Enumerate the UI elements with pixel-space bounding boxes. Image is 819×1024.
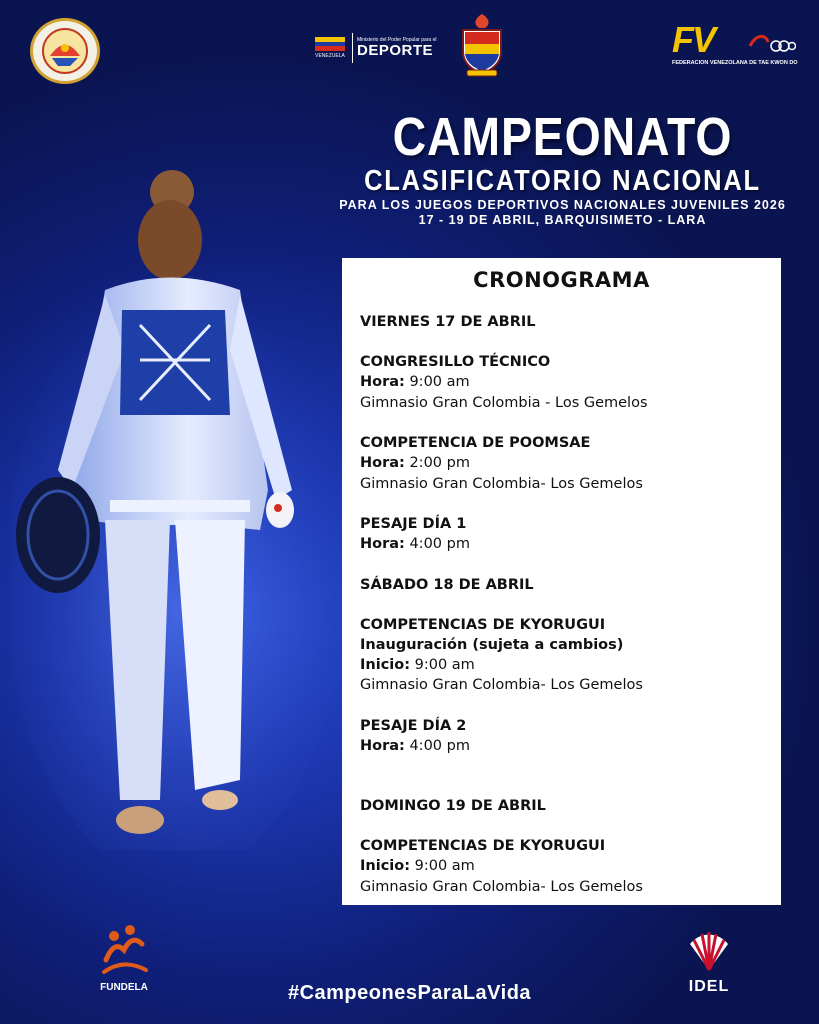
title-line-2: CLASIFICATORIO NACIONAL bbox=[364, 165, 761, 197]
ministry-small-text: Ministerio del Poder Popular para el bbox=[357, 37, 437, 43]
event-subtitle: Inauguración (sujeta a cambios) bbox=[360, 636, 624, 653]
event-dates-location: 17 - 19 DE ABRIL, BARQUISIMETO - LARA bbox=[418, 213, 707, 227]
event-venue: Gimnasio Gran Colombia- Los Gemelos bbox=[360, 878, 643, 895]
taekwondo-emblem-icon bbox=[40, 26, 90, 76]
ministry-name: DEPORTE bbox=[357, 42, 434, 59]
schedule-card bbox=[342, 258, 781, 905]
event-time: Hora: 4:00 pm bbox=[360, 536, 470, 552]
event-title: PESAJE DÍA 2 bbox=[360, 717, 467, 734]
idel-fan-icon bbox=[684, 930, 734, 974]
event-venue: Gimnasio Gran Colombia- Los Gemelos bbox=[360, 677, 643, 693]
schedule-title: CRONOGRAMA bbox=[473, 268, 650, 292]
flag-caption: VENEZUELA bbox=[315, 53, 345, 59]
idel-logo bbox=[684, 930, 734, 996]
venezuela-flag-icon bbox=[315, 37, 345, 51]
event-title: PESAJE DÍA 1 bbox=[360, 516, 467, 532]
athlete-illustration bbox=[10, 160, 340, 850]
event-title: COMPETENCIAS DE KYORUGUI bbox=[360, 616, 606, 633]
idel-name: IDEL bbox=[688, 978, 730, 995]
fundela-name: FUNDELA bbox=[100, 982, 148, 993]
federation-caption: FEDERACION VENEZOLANA DE TAE KWON DO bbox=[672, 60, 798, 66]
title-line-1: CAMPEONATO bbox=[392, 107, 733, 167]
fundela-figures-icon bbox=[96, 920, 152, 978]
event-title: COMPETENCIA DE POOMSAE bbox=[360, 435, 591, 451]
federation-mark: FV bbox=[672, 19, 715, 60]
title-line-3: PARA LOS JUEGOS DEPORTIVOS NACIONALES JUVENILES 2026 bbox=[339, 198, 786, 212]
event-title: CONGRESILLO TÉCNICO bbox=[360, 354, 551, 370]
olympic-rings-icon bbox=[746, 34, 796, 54]
day-heading: SÁBADO 18 DE ABRIL bbox=[360, 576, 534, 593]
event-venue: Gimnasio Gran Colombia- Los Gemelos bbox=[360, 475, 643, 492]
day-heading: DOMINGO 19 DE ABRIL bbox=[360, 798, 546, 814]
event-time: Inicio: 9:00 am bbox=[360, 858, 475, 874]
event-time: Hora: 4:00 pm bbox=[360, 737, 470, 754]
federation-logo bbox=[672, 19, 798, 70]
coat-of-arms-icon bbox=[455, 12, 509, 80]
campaign-hashtag: #CampeonesParaLaVida bbox=[287, 982, 532, 1004]
state-shield-logo bbox=[455, 12, 509, 80]
ministry-logo bbox=[312, 30, 442, 66]
association-logo bbox=[30, 18, 100, 84]
event-time: Inicio: 9:00 am bbox=[360, 656, 475, 673]
event-venue: Gimnasio Gran Colombia - Los Gemelos bbox=[360, 394, 648, 411]
event-time: Hora: 2:00 pm bbox=[360, 455, 470, 471]
event-title-block bbox=[335, 108, 790, 228]
day-heading: VIERNES 17 DE ABRIL bbox=[360, 314, 536, 330]
event-title: COMPETENCIAS DE KYORUGUI bbox=[360, 838, 606, 854]
event-time: Hora: 9:00 am bbox=[360, 374, 470, 390]
